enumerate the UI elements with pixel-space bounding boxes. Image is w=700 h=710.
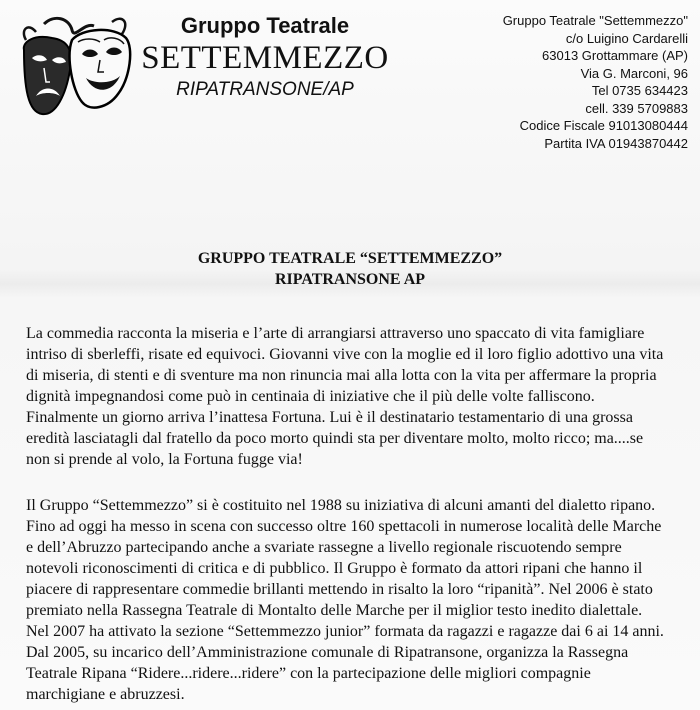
- text-line: Finalmente un giorno arriva l’inattesa Fortuna. Lui è il destinatario testamentario di una grossa: [26, 409, 633, 426]
- heading-line: RIPATRANSONE AP: [274, 271, 426, 288]
- text-line: eredità lasciatagli dal fratello da poco morto quindi sta per diventare molto, molto ricco; ma....se: [26, 430, 644, 447]
- document-heading: [0, 248, 700, 290]
- paragraph-plot: [26, 323, 686, 470]
- contact-line: Tel 0735 634423: [591, 83, 688, 98]
- text-line: piacere di rappresentare commedie brillanti mettendo in risalto la loro “ripanità”. Nel 2006 è stato: [26, 581, 653, 598]
- text-line: di miseria, di stenti e di sventure ma non rinuncia mai alla lotta con la vita per affermare la propria: [26, 367, 657, 384]
- contact-line: Gruppo Teatrale "Settemmezzo": [502, 13, 688, 28]
- contact-line: 63013 Grottammare (AP): [542, 48, 688, 63]
- text-line: Fino ad oggi ha messo in scena con successo oltre 160 spettacoli in numerose località delle Marche: [26, 518, 662, 535]
- contact-block: [448, 12, 688, 152]
- text-line: Teatrale Ripana “Ridere...ridere...ridere” con la partecipazione delle migliori compagnie: [26, 665, 591, 682]
- text-line: e dell’Abruzzo partecipando anche a svariate rassegne a livello regionale riscuotendo sempre: [26, 539, 622, 556]
- heading-line: GRUPPO TEATRALE “SETTEMMEZZO”: [197, 250, 503, 267]
- text-line: non si prende al volo, la Fortuna fugge via!: [26, 451, 303, 468]
- text-line: dignità impegnandosi come può in centinaia di iniziative che il più delle volte falliscono.: [26, 388, 595, 405]
- org-subtitle: Gruppo Teatrale: [180, 13, 350, 38]
- contact-line: cell. 339 5709883: [585, 100, 688, 116]
- contact-line: c/o Luigino Cardarelli: [565, 30, 688, 46]
- text-line: marchigiane e abruzzesi.: [26, 686, 185, 703]
- text-line: intriso di sberleffi, risate ed equivoci. Giovanni vive con la moglie ed il loro figlio adottivo una vita: [26, 346, 664, 363]
- theatre-masks-logo: [14, 12, 134, 122]
- text-line: notevoli riconoscimenti di critica e di pubblico. Il Gruppo è formato da attori ripani che hanno il: [26, 560, 643, 577]
- paragraph-history: [26, 495, 686, 705]
- contact-line: Via G. Marconi, 96: [580, 65, 688, 81]
- contact-line: Codice Fiscale 91013080444: [519, 118, 688, 133]
- text-line: premiato nella Rassegna Teatrale di Montalto delle Marche per il miglior testo inedito dialettale.: [26, 602, 643, 619]
- letterhead-title: [140, 12, 390, 104]
- contact-line: Partita IVA 01943870442: [544, 135, 688, 151]
- text-line: La commedia racconta la miseria e l’arte di arrangiarsi attraverso uno spaccato di vita famigliare: [26, 325, 645, 342]
- text-line: Il Gruppo “Settemmezzo” si è costituito nel 1988 su iniziativa di alcuni amanti del dialetto ripano.: [26, 497, 656, 514]
- text-line: Nel 2007 ha attivato la sezione “Settemmezzo junior” formata da ragazzi e ragazze dai 6 ai 14 anni.: [26, 623, 664, 640]
- text-line: Dal 2005, su incarico dell’Amministrazione comunale di Ripatransone, organizza la Rassegna: [26, 644, 629, 661]
- org-name: SETTEMMEZZO: [141, 40, 389, 76]
- org-city: RIPATRANSONE/AP: [176, 79, 354, 100]
